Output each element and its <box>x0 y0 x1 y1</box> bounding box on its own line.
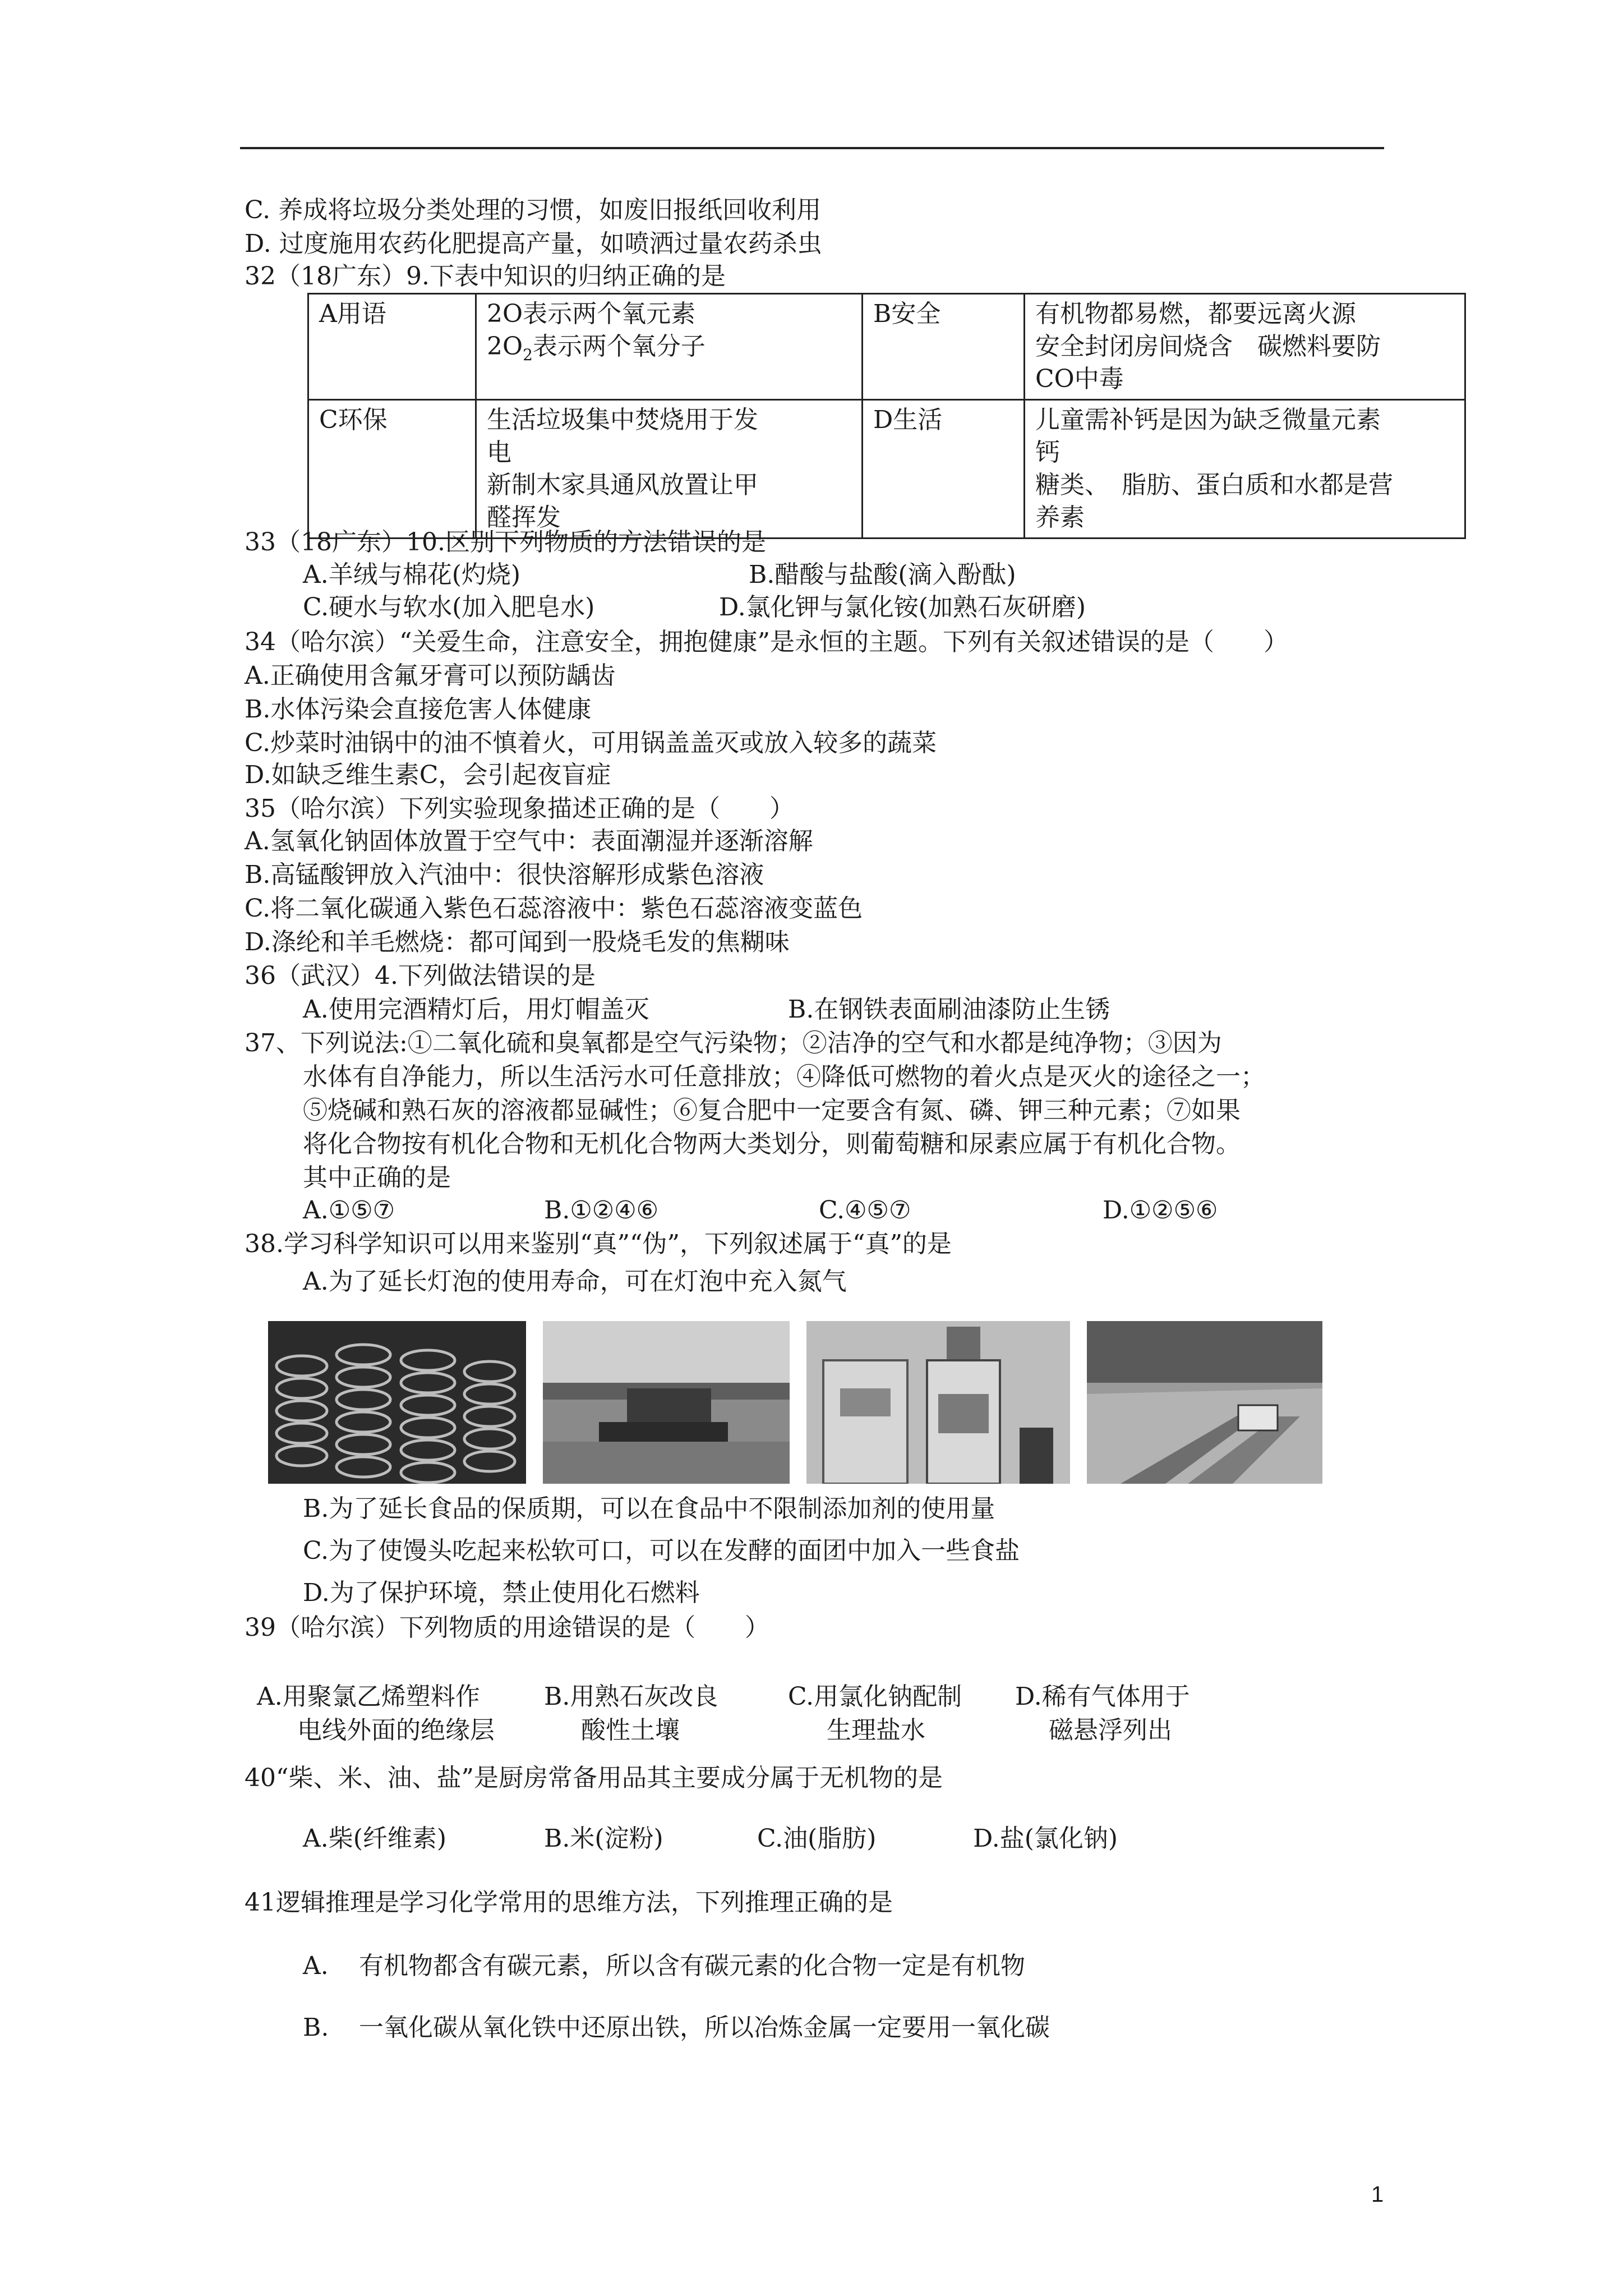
option-a-label: A. <box>303 1952 329 1980</box>
question-33: 33（18广东）10.区别下列物质的方法错误的是 <box>245 528 766 556</box>
table-cell-b-content <box>1025 294 1465 400</box>
option-a: A.①⑤⑦ <box>303 1196 395 1225</box>
table-text: 钙 <box>1035 438 1060 467</box>
option-c: C.为了使馒头吃起来松软可口，可以在发酵的面团中加入一些食盐 <box>303 1536 1020 1565</box>
option-c: C.硬水与软水(加入肥皂水) <box>303 593 595 622</box>
table-text: 新制木家具通风放置让甲 <box>487 471 758 499</box>
option-d-previous: D. 过度施用农药化肥提高产量，如喷洒过量农药杀虫 <box>245 229 822 258</box>
table-cell-c-label: C环保 <box>308 400 476 539</box>
option-d: D.①②⑤⑥ <box>1103 1196 1218 1225</box>
question-32: 32（18广东）9.下表中知识的归纳正确的是 <box>245 262 726 291</box>
page-number: 1 <box>1371 2182 1384 2207</box>
option-b: B.①②④⑥ <box>544 1196 659 1225</box>
option-b: B.米(淀粉) <box>544 1824 663 1853</box>
option-b: B.用熟石灰改良 <box>544 1682 718 1711</box>
option-d: D.盐(氯化钠) <box>973 1824 1118 1853</box>
option-d: D.如缺乏维生素C，会引起夜盲症 <box>245 761 611 789</box>
option-a: A.用聚氯乙烯塑料作 <box>257 1682 480 1711</box>
option-a-line-2: 电线外面的绝缘层 <box>297 1716 495 1745</box>
question-34: 34（哈尔滨）“关爱生命，注意安全，拥抱健康”是永恒的主题。下列有关叙述错误的是（ ） <box>245 628 1288 656</box>
option-c: C.④⑤⑦ <box>819 1196 911 1225</box>
table-row <box>308 294 1465 400</box>
table-text: CO中毒 <box>1035 365 1124 393</box>
bottles-photo <box>806 1321 1070 1484</box>
table-cell-c-content <box>476 400 863 539</box>
option-d-line-2: 磁悬浮列出 <box>1049 1716 1172 1745</box>
table-cell-d-label: D生活 <box>863 400 1025 539</box>
header-rule <box>240 147 1384 149</box>
option-a: A.氢氧化钠固体放置于空气中：表面潮湿并逐渐溶解 <box>245 827 813 855</box>
option-c: C.将二氧化碳通入紫色石蕊溶液中：紫色石蕊溶液变蓝色 <box>245 894 863 923</box>
option-b: 一氧化碳从氧化铁中还原出铁，所以冶炼金属一定要用一氧化碳 <box>359 2013 1050 2042</box>
option-b-label: B. <box>303 2013 329 2042</box>
option-c-previous: C. 养成将垃圾分类处理的习惯，如废旧报纸回收利用 <box>245 196 822 224</box>
option-c: C.用氯化钠配制 <box>788 1682 962 1711</box>
option-b: B.高锰酸钾放入汽油中：很快溶解形成紫色溶液 <box>245 861 764 889</box>
option-a: A.为了延长灯泡的使用寿命，可在灯泡中充入氮气 <box>303 1267 847 1296</box>
question-40: 40“柴、米、油、盐”是厨房常备用品其主要成分属于无机物的是 <box>245 1764 943 1792</box>
table-text: 安全封闭房间烧含 碳燃料要防 <box>1035 332 1381 361</box>
option-d: D.氯化钾与氯化铵(加熟石灰研磨) <box>719 593 1086 622</box>
option-b: B.醋酸与盐酸(滴入酚酞) <box>749 560 1016 589</box>
option-c-line-2: 生理盐水 <box>827 1716 925 1745</box>
table-text: 养素 <box>1035 503 1085 532</box>
option-d: D.为了保护环境，禁止使用化石燃料 <box>303 1579 700 1607</box>
harvester-field-photo <box>543 1321 790 1484</box>
table-text: 糖类、 脂肪、蛋白质和水都是营 <box>1035 471 1393 499</box>
question-37-line: 将化合物按有机化合物和无机化合物两大类划分，则葡萄糖和尿素应属于有机化合物。 <box>303 1130 1241 1158</box>
table-cell-d-content <box>1025 400 1465 539</box>
question-37-line: 其中正确的是 <box>303 1163 451 1192</box>
option-b: B.水体污染会直接危害人体健康 <box>245 695 592 724</box>
table-row <box>308 400 1465 539</box>
table-text: 2O表示两个氧元素 <box>487 300 696 328</box>
option-a: A.使用完酒精灯后，用灯帽盖灭 <box>303 995 649 1024</box>
table-text: 电 <box>487 438 511 467</box>
table-cell-a-content <box>476 294 863 400</box>
question-37: 37、下列说法:①二氧化硫和臭氧都是空气污染物；②洁净的空气和水都是纯净物；③因为 <box>245 1029 1222 1057</box>
option-a: 有机物都含有碳元素，所以含有碳元素的化合物一定是有机物 <box>359 1952 1025 1980</box>
question-35: 35（哈尔滨）下列实验现象描述正确的是（ ） <box>245 794 794 823</box>
table-cell-a-label: A用语 <box>308 294 476 400</box>
option-d: D.涤纶和羊毛燃烧：都可闻到一股烧毛发的焦糊味 <box>245 928 790 956</box>
table-text: 儿童需补钙是因为缺乏微量元素 <box>1035 406 1381 434</box>
knowledge-table <box>307 293 1466 539</box>
tire-stack-photo <box>268 1321 526 1484</box>
table-text: 生活垃圾集中焚烧用于发 <box>487 406 758 434</box>
option-c: C.油(脂肪) <box>757 1824 877 1853</box>
question-37-line: ⑤烧碱和熟石灰的溶液都显碱性；⑥复合肥中一定要含有氮、磷、钾三种元素；⑦如果 <box>303 1096 1241 1125</box>
option-b: B.为了延长食品的保质期，可以在食品中不限制添加剂的使用量 <box>303 1494 995 1523</box>
question-37-line: 水体有自净能力，所以生活污水可任意排放；④降低可燃物的着火点是灭火的途径之一； <box>303 1062 1265 1091</box>
table-text: $2O_2$表示两个氧分子 <box>487 332 706 364</box>
question-36: 36（武汉）4.下列做法错误的是 <box>245 961 596 990</box>
option-a: A.羊绒与棉花(灼烧) <box>303 560 521 589</box>
option-b-line-2: 酸性土壤 <box>581 1716 680 1745</box>
table-cell-b-label: B安全 <box>863 294 1025 400</box>
table-text: 醛挥发 <box>487 503 561 532</box>
option-a: A.柴(纤维素) <box>303 1824 447 1853</box>
question-38: 38.学习科学知识可以用来鉴别“真”“伪”，下列叙述属于“真”的是 <box>245 1230 952 1258</box>
option-d: D.稀有气体用于 <box>1015 1682 1190 1711</box>
option-b: B.在钢铁表面刷油漆防止生锈 <box>788 995 1110 1024</box>
question-39: 39（哈尔滨）下列物质的用途错误的是（ ） <box>245 1613 769 1642</box>
option-a: A.正确使用含氟牙膏可以预防龋齿 <box>245 661 616 690</box>
maglev-train-photo <box>1087 1321 1322 1484</box>
table-text: 有机物都易燃，都要远离火源 <box>1035 300 1356 328</box>
option-c: C.炒菜时油锅中的油不慎着火，可用锅盖盖灭或放入较多的蔬菜 <box>245 729 937 757</box>
question-41: 41逻辑推理是学习化学常用的思维方法，下列推理正确的是 <box>245 1888 893 1917</box>
